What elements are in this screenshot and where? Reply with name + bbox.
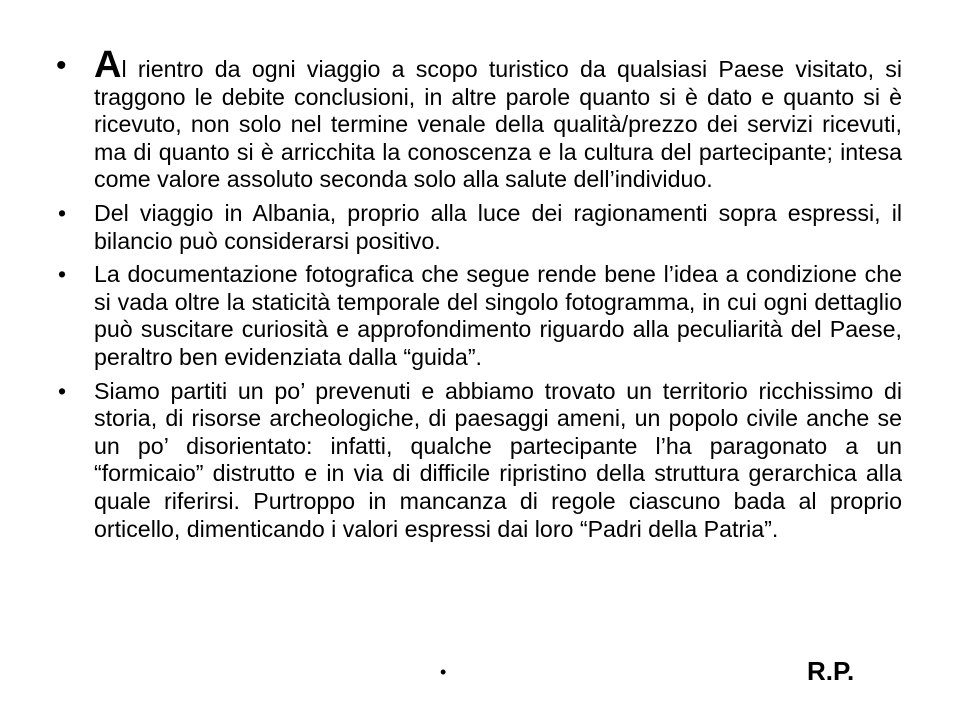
bullet-dot-icon: • bbox=[56, 49, 67, 82]
bullet-list bbox=[56, 44, 902, 549]
bullet-item-1 bbox=[56, 44, 902, 194]
bullet-dot-icon: • bbox=[58, 199, 67, 226]
footer-bullet-icon: • bbox=[440, 662, 447, 682]
bullet-item-3 bbox=[56, 261, 902, 371]
bullet-dot-icon: • bbox=[58, 377, 67, 404]
bullet-dot-icon: • bbox=[58, 261, 67, 288]
bullet-item-2 bbox=[56, 200, 902, 255]
bullet-text: La documentazione fotografica che segue rende bene l’idea a condizione che si vada oltre la staticità temporale del singolo fotogramma, in cui ogni dettaglio può suscitare curiosità e approfondimento riguardo alla peculiarità del Paese, peraltro ben evidenziata dalla “guida”. bbox=[94, 261, 902, 370]
bullet-text: Del viaggio in Albania, proprio alla luce dei ragionamenti sopra espressi, il bilancio può considerarsi positivo. bbox=[94, 199, 902, 254]
bullet-item-4 bbox=[56, 378, 902, 544]
bullet-text: Siamo partiti un po’ prevenuti e abbiamo trovato un territorio ricchissimo di storia, di risorse archeologiche, di paesaggi ameni, un popolo civile anche se un po’ disorientato: infatti, qualche partecipante l’ha paragonato a un “formicaio” distrutto e in via di difficile ripristino della struttura gerarchica alla quale riferirsi. Purtroppo in mancanza di regole ciascuno bada al proprio orticello, dimenticando i valori espressi dai loro “Padri della Patria”. bbox=[94, 377, 902, 542]
signature: R.P. bbox=[807, 656, 855, 686]
bullet-text: l rientro da ogni viaggio a scopo turistico da qualsiasi Paese visitato, si traggono le debite conclusioni, in altre parole quanto si è dato e quanto si è ricevuto, non solo nel termine venale della qualità/prezzo dei servizi ricevuti, ma di quanto si è arricchita la conoscenza e la cultura del partecipante; intesa come valore assoluto seconda solo alla salute dell’individuo. bbox=[94, 56, 902, 193]
drop-cap: A bbox=[94, 44, 122, 86]
